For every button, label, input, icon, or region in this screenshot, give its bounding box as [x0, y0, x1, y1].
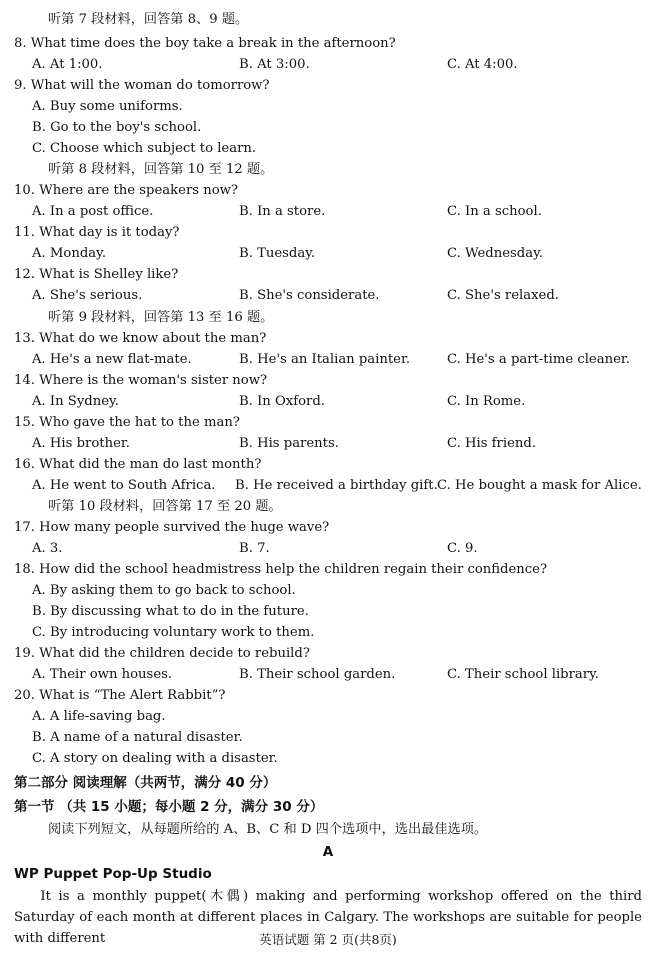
option-18c: C. By introducing voluntary work to them. [32, 625, 315, 640]
section-7-instruction: 听第 7 段材料，回答第 8、9 题。 [48, 12, 249, 27]
option-16b: B. He received a birthday gift. [235, 478, 438, 493]
option-17b: B. 7. [239, 541, 270, 556]
option-14a: A. In Sydney. [32, 394, 119, 409]
option-8b: B. At 3:00. [239, 57, 310, 72]
passage-title: WP Puppet Pop-Up Studio [14, 866, 212, 882]
option-15b: B. His parents. [239, 436, 339, 451]
question-13: 13. What do we know about the man? [14, 331, 267, 346]
section-8-instruction: 听第 8 段材料，回答第 10 至 12 题。 [48, 162, 274, 177]
question-10: 10. Where are the speakers now? [14, 183, 238, 198]
page-footer: 英语试题 第 2 页(共8页) [259, 932, 397, 947]
option-16a: A. He went to South Africa. [32, 478, 216, 493]
option-19b: B. Their school garden. [239, 667, 396, 682]
passage-paragraph: It is a monthly puppet(木偶) making and performing workshop offered on the third Saturday of each month at different places in Calgary. The workshops are suitable for people with different [14, 889, 642, 946]
question-12: 12. What is Shelley like? [14, 267, 179, 282]
question-19: 19. What did the children decide to rebuild? [14, 646, 310, 661]
option-19a: A. Their own houses. [32, 667, 173, 682]
question-8: 8. What time does the boy take a break in the afternoon? [14, 36, 396, 51]
passage-letter: A [322, 844, 334, 860]
option-12a: A. She's serious. [32, 288, 143, 303]
option-10b: B. In a store. [239, 204, 326, 219]
question-20: 20. What is “The Alert Rabbit”? [14, 688, 226, 703]
option-11a: A. Monday. [32, 246, 107, 261]
option-13c: C. He's a part-time cleaner. [447, 352, 630, 367]
question-14: 14. Where is the woman's sister now? [14, 373, 268, 388]
option-14c: C. In Rome. [447, 394, 526, 409]
question-9: 9. What will the woman do tomorrow? [14, 78, 270, 93]
option-16c: C. He bought a mask for Alice. [437, 478, 642, 493]
reading-instruction: 阅读下列短文，从每题所给的 A、B、C 和 D 四个选项中，选出最佳选项。 [48, 822, 488, 837]
option-15a: A. His brother. [32, 436, 130, 451]
question-15: 15. Who gave the hat to the man? [14, 415, 240, 430]
option-18b: B. By discussing what to do in the future. [32, 604, 309, 619]
option-15c: C. His friend. [447, 436, 537, 451]
part-two-heading: 第二部分 阅读理解（共两节，满分 40 分） [14, 775, 277, 791]
question-11: 11. What day is it today? [14, 225, 180, 240]
option-8a: A. At 1:00. [32, 57, 103, 72]
option-8c: C. At 4:00. [447, 57, 518, 72]
option-19c: C. Their school library. [447, 667, 599, 682]
option-17a: A. 3. [32, 541, 63, 556]
question-17: 17. How many people survived the huge wave? [14, 520, 330, 535]
section-10-instruction: 听第 10 段材料，回答第 17 至 20 题。 [48, 499, 282, 514]
option-17c: C. 9. [447, 541, 478, 556]
option-9c: C. Choose which subject to learn. [32, 141, 257, 156]
section-one-heading: 第一节 （共 15 小题；每小题 2 分，满分 30 分） [14, 799, 324, 815]
option-14b: B. In Oxford. [239, 394, 325, 409]
option-9b: B. Go to the boy's school. [32, 120, 202, 135]
option-10c: C. In a school. [447, 204, 542, 219]
option-12c: C. She's relaxed. [447, 288, 559, 303]
option-9a: A. Buy some uniforms. [32, 99, 183, 114]
question-18: 18. How did the school headmistress help the children regain their confidence? [14, 562, 548, 577]
option-13a: A. He's a new flat-mate. [32, 352, 192, 367]
option-18a: A. By asking them to go back to school. [32, 583, 296, 598]
option-20a: A. A life-saving bag. [32, 709, 166, 724]
option-20b: B. A name of a natural disaster. [32, 730, 243, 745]
question-16: 16. What did the man do last month? [14, 457, 262, 472]
option-11c: C. Wednesday. [447, 246, 543, 261]
option-13b: B. He's an Italian painter. [239, 352, 411, 367]
option-10a: A. In a post office. [32, 204, 154, 219]
option-12b: B. She's considerate. [239, 288, 380, 303]
section-9-instruction: 听第 9 段材料，回答第 13 至 16 题。 [48, 310, 274, 325]
option-11b: B. Tuesday. [239, 246, 316, 261]
option-20c: C. A story on dealing with a disaster. [32, 751, 278, 766]
